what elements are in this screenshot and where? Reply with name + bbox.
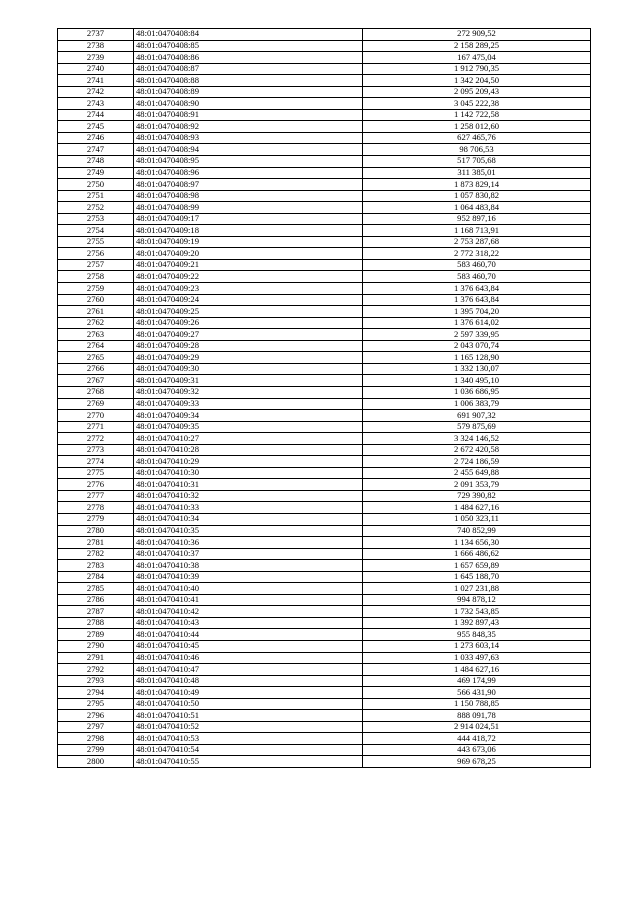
row-number-cell: 2747 bbox=[58, 144, 134, 156]
row-number-cell: 2760 bbox=[58, 294, 134, 306]
cadastral-number-cell: 48:01:0470409:24 bbox=[134, 294, 363, 306]
cadastral-number-cell: 48:01:0470408:97 bbox=[134, 179, 363, 191]
cadastral-number-cell: 48:01:0470409:22 bbox=[134, 271, 363, 283]
table-row bbox=[58, 236, 591, 248]
cadastral-number-cell: 48:01:0470409:18 bbox=[134, 225, 363, 237]
table-row bbox=[58, 560, 591, 572]
row-number-cell: 2789 bbox=[58, 629, 134, 641]
cadastral-value-cell: 2 455 649,88 bbox=[363, 467, 591, 479]
cadastral-value-cell: 952 897,16 bbox=[363, 213, 591, 225]
row-number-cell: 2767 bbox=[58, 375, 134, 387]
row-number-cell: 2781 bbox=[58, 537, 134, 549]
cadastral-value-cell: 969 678,25 bbox=[363, 756, 591, 768]
table-row bbox=[58, 467, 591, 479]
table-row bbox=[58, 490, 591, 502]
cadastral-number-cell: 48:01:0470410:27 bbox=[134, 433, 363, 445]
row-number-cell: 2788 bbox=[58, 617, 134, 629]
table-row bbox=[58, 202, 591, 214]
row-number-cell: 2795 bbox=[58, 698, 134, 710]
table-body bbox=[58, 29, 591, 768]
cadastral-value-cell: 1 273 603,14 bbox=[363, 640, 591, 652]
table-row bbox=[58, 75, 591, 87]
table-row bbox=[58, 629, 591, 641]
table-row bbox=[58, 98, 591, 110]
cadastral-number-cell: 48:01:0470410:31 bbox=[134, 479, 363, 491]
cadastral-number-cell: 48:01:0470409:29 bbox=[134, 352, 363, 364]
cadastral-number-cell: 48:01:0470410:53 bbox=[134, 733, 363, 745]
row-number-cell: 2755 bbox=[58, 236, 134, 248]
table-row bbox=[58, 525, 591, 537]
cadastral-value-cell: 1 873 829,14 bbox=[363, 179, 591, 191]
cadastral-value-cell: 1 392 897,43 bbox=[363, 617, 591, 629]
cadastral-number-cell: 48:01:0470409:28 bbox=[134, 340, 363, 352]
table-row bbox=[58, 363, 591, 375]
cadastral-value-cell: 691 907,32 bbox=[363, 410, 591, 422]
table-row bbox=[58, 306, 591, 318]
cadastral-number-cell: 48:01:0470409:32 bbox=[134, 386, 363, 398]
cadastral-value-cell: 469 174,99 bbox=[363, 675, 591, 687]
row-number-cell: 2771 bbox=[58, 421, 134, 433]
cadastral-value-cell: 2 091 353,79 bbox=[363, 479, 591, 491]
cadastral-number-cell: 48:01:0470408:94 bbox=[134, 144, 363, 156]
row-number-cell: 2778 bbox=[58, 502, 134, 514]
cadastral-value-cell: 311 385,01 bbox=[363, 167, 591, 179]
cadastral-value-cell: 740 852,99 bbox=[363, 525, 591, 537]
row-number-cell: 2797 bbox=[58, 721, 134, 733]
row-number-cell: 2784 bbox=[58, 571, 134, 583]
table-row bbox=[58, 421, 591, 433]
row-number-cell: 2754 bbox=[58, 225, 134, 237]
row-number-cell: 2787 bbox=[58, 606, 134, 618]
row-number-cell: 2744 bbox=[58, 109, 134, 121]
row-number-cell: 2775 bbox=[58, 467, 134, 479]
cadastral-number-cell: 48:01:0470409:17 bbox=[134, 213, 363, 225]
cadastral-number-cell: 48:01:0470410:47 bbox=[134, 664, 363, 676]
cadastral-number-cell: 48:01:0470409:33 bbox=[134, 398, 363, 410]
row-number-cell: 2786 bbox=[58, 594, 134, 606]
table-row bbox=[58, 248, 591, 260]
cadastral-value-cell: 167 475,04 bbox=[363, 52, 591, 64]
cadastral-value-cell: 579 875,69 bbox=[363, 421, 591, 433]
cadastral-value-cell: 2 095 209,43 bbox=[363, 86, 591, 98]
table-row bbox=[58, 398, 591, 410]
row-number-cell: 2793 bbox=[58, 675, 134, 687]
table-row bbox=[58, 456, 591, 468]
cadastral-number-cell: 48:01:0470409:21 bbox=[134, 259, 363, 271]
table-row bbox=[58, 513, 591, 525]
cadastral-value-cell: 1 657 659,89 bbox=[363, 560, 591, 572]
table-row bbox=[58, 190, 591, 202]
row-number-cell: 2791 bbox=[58, 652, 134, 664]
cadastral-value-cell: 2 772 318,22 bbox=[363, 248, 591, 260]
cadastral-number-cell: 48:01:0470410:46 bbox=[134, 652, 363, 664]
cadastral-value-cell: 1 150 788,85 bbox=[363, 698, 591, 710]
table-row bbox=[58, 225, 591, 237]
table-row bbox=[58, 156, 591, 168]
table-row bbox=[58, 179, 591, 191]
table-row bbox=[58, 698, 591, 710]
row-number-cell: 2752 bbox=[58, 202, 134, 214]
cadastral-number-cell: 48:01:0470410:48 bbox=[134, 675, 363, 687]
row-number-cell: 2790 bbox=[58, 640, 134, 652]
cadastral-number-cell: 48:01:0470410:52 bbox=[134, 721, 363, 733]
table-row bbox=[58, 63, 591, 75]
cadastral-number-cell: 48:01:0470409:26 bbox=[134, 317, 363, 329]
cadastral-value-cell: 1 258 012,60 bbox=[363, 121, 591, 133]
row-number-cell: 2768 bbox=[58, 386, 134, 398]
cadastral-number-cell: 48:01:0470408:87 bbox=[134, 63, 363, 75]
row-number-cell: 2742 bbox=[58, 86, 134, 98]
row-number-cell: 2764 bbox=[58, 340, 134, 352]
table-row bbox=[58, 213, 591, 225]
row-number-cell: 2737 bbox=[58, 29, 134, 41]
row-number-cell: 2753 bbox=[58, 213, 134, 225]
row-number-cell: 2738 bbox=[58, 40, 134, 52]
row-number-cell: 2792 bbox=[58, 664, 134, 676]
cadastral-value-cell: 1 027 231,88 bbox=[363, 583, 591, 595]
table-row bbox=[58, 537, 591, 549]
row-number-cell: 2796 bbox=[58, 710, 134, 722]
cadastral-number-cell: 48:01:0470408:91 bbox=[134, 109, 363, 121]
cadastral-number-cell: 48:01:0470410:35 bbox=[134, 525, 363, 537]
table-row bbox=[58, 594, 591, 606]
row-number-cell: 2777 bbox=[58, 490, 134, 502]
row-number-cell: 2785 bbox=[58, 583, 134, 595]
table-row bbox=[58, 710, 591, 722]
cadastral-value-cell: 1 376 643,84 bbox=[363, 294, 591, 306]
cadastral-number-cell: 48:01:0470410:28 bbox=[134, 444, 363, 456]
table-row bbox=[58, 144, 591, 156]
row-number-cell: 2769 bbox=[58, 398, 134, 410]
cadastral-number-cell: 48:01:0470410:45 bbox=[134, 640, 363, 652]
cadastral-number-cell: 48:01:0470408:88 bbox=[134, 75, 363, 87]
row-number-cell: 2762 bbox=[58, 317, 134, 329]
cadastral-number-cell: 48:01:0470408:89 bbox=[134, 86, 363, 98]
cadastral-number-cell: 48:01:0470410:43 bbox=[134, 617, 363, 629]
cadastral-value-cell: 2 724 186,59 bbox=[363, 456, 591, 468]
cadastral-value-cell: 2 597 339,95 bbox=[363, 329, 591, 341]
cadastral-value-cell: 1 395 704,20 bbox=[363, 306, 591, 318]
cadastral-number-cell: 48:01:0470410:36 bbox=[134, 537, 363, 549]
cadastral-number-cell: 48:01:0470410:39 bbox=[134, 571, 363, 583]
table-row bbox=[58, 132, 591, 144]
table-row bbox=[58, 617, 591, 629]
cadastral-value-cell: 1 484 627,16 bbox=[363, 664, 591, 676]
cadastral-number-cell: 48:01:0470408:90 bbox=[134, 98, 363, 110]
cadastral-value-cell: 583 460,70 bbox=[363, 271, 591, 283]
row-number-cell: 2761 bbox=[58, 306, 134, 318]
cadastral-value-cell: 2 043 070,74 bbox=[363, 340, 591, 352]
table-row bbox=[58, 375, 591, 387]
cadastral-value-cell: 2 672 420,58 bbox=[363, 444, 591, 456]
table-row bbox=[58, 640, 591, 652]
cadastral-value-cell: 1 006 383,79 bbox=[363, 398, 591, 410]
cadastral-value-table bbox=[57, 28, 591, 768]
cadastral-value-cell: 888 091,78 bbox=[363, 710, 591, 722]
table-row bbox=[58, 733, 591, 745]
table-row bbox=[58, 410, 591, 422]
cadastral-number-cell: 48:01:0470409:34 bbox=[134, 410, 363, 422]
table-row bbox=[58, 40, 591, 52]
cadastral-number-cell: 48:01:0470410:38 bbox=[134, 560, 363, 572]
row-number-cell: 2779 bbox=[58, 513, 134, 525]
cadastral-number-cell: 48:01:0470408:92 bbox=[134, 121, 363, 133]
table-row bbox=[58, 502, 591, 514]
row-number-cell: 2798 bbox=[58, 733, 134, 745]
cadastral-value-cell: 1 912 790,35 bbox=[363, 63, 591, 75]
row-number-cell: 2750 bbox=[58, 179, 134, 191]
cadastral-value-cell: 3 045 222,38 bbox=[363, 98, 591, 110]
cadastral-number-cell: 48:01:0470409:23 bbox=[134, 283, 363, 295]
cadastral-number-cell: 48:01:0470408:96 bbox=[134, 167, 363, 179]
table-row bbox=[58, 744, 591, 756]
cadastral-value-cell: 1 165 128,90 bbox=[363, 352, 591, 364]
table-row bbox=[58, 479, 591, 491]
row-number-cell: 2740 bbox=[58, 63, 134, 75]
cadastral-number-cell: 48:01:0470410:30 bbox=[134, 467, 363, 479]
table-row bbox=[58, 433, 591, 445]
row-number-cell: 2756 bbox=[58, 248, 134, 260]
cadastral-number-cell: 48:01:0470409:20 bbox=[134, 248, 363, 260]
cadastral-number-cell: 48:01:0470409:25 bbox=[134, 306, 363, 318]
cadastral-value-cell: 1 376 614,02 bbox=[363, 317, 591, 329]
table-row bbox=[58, 109, 591, 121]
cadastral-number-cell: 48:01:0470410:49 bbox=[134, 687, 363, 699]
cadastral-value-cell: 583 460,70 bbox=[363, 259, 591, 271]
cadastral-value-cell: 443 673,06 bbox=[363, 744, 591, 756]
table-row bbox=[58, 317, 591, 329]
cadastral-value-cell: 98 706,53 bbox=[363, 144, 591, 156]
cadastral-number-cell: 48:01:0470409:31 bbox=[134, 375, 363, 387]
cadastral-number-cell: 48:01:0470410:42 bbox=[134, 606, 363, 618]
cadastral-number-cell: 48:01:0470410:33 bbox=[134, 502, 363, 514]
cadastral-number-cell: 48:01:0470408:99 bbox=[134, 202, 363, 214]
table-row bbox=[58, 664, 591, 676]
table-row bbox=[58, 259, 591, 271]
cadastral-number-cell: 48:01:0470410:41 bbox=[134, 594, 363, 606]
table-row bbox=[58, 52, 591, 64]
cadastral-number-cell: 48:01:0470409:19 bbox=[134, 236, 363, 248]
table-row bbox=[58, 444, 591, 456]
cadastral-value-cell: 729 390,82 bbox=[363, 490, 591, 502]
cadastral-number-cell: 48:01:0470410:55 bbox=[134, 756, 363, 768]
row-number-cell: 2773 bbox=[58, 444, 134, 456]
cadastral-value-cell: 1 142 722,58 bbox=[363, 109, 591, 121]
cadastral-value-cell: 1 168 713,91 bbox=[363, 225, 591, 237]
row-number-cell: 2758 bbox=[58, 271, 134, 283]
cadastral-value-cell: 1 057 830,82 bbox=[363, 190, 591, 202]
table-row bbox=[58, 687, 591, 699]
cadastral-number-cell: 48:01:0470409:27 bbox=[134, 329, 363, 341]
table-row bbox=[58, 606, 591, 618]
row-number-cell: 2772 bbox=[58, 433, 134, 445]
table-row bbox=[58, 86, 591, 98]
cadastral-value-cell: 1 342 204,50 bbox=[363, 75, 591, 87]
cadastral-value-cell: 1 036 686,95 bbox=[363, 386, 591, 398]
row-number-cell: 2774 bbox=[58, 456, 134, 468]
cadastral-value-cell: 1 376 643,84 bbox=[363, 283, 591, 295]
table-row bbox=[58, 675, 591, 687]
row-number-cell: 2766 bbox=[58, 363, 134, 375]
cadastral-number-cell: 48:01:0470410:34 bbox=[134, 513, 363, 525]
cadastral-value-cell: 1 033 497,63 bbox=[363, 652, 591, 664]
row-number-cell: 2799 bbox=[58, 744, 134, 756]
row-number-cell: 2765 bbox=[58, 352, 134, 364]
row-number-cell: 2746 bbox=[58, 132, 134, 144]
table-row bbox=[58, 386, 591, 398]
cadastral-value-cell: 566 431,90 bbox=[363, 687, 591, 699]
cadastral-number-cell: 48:01:0470410:54 bbox=[134, 744, 363, 756]
table-row bbox=[58, 294, 591, 306]
cadastral-value-cell: 1 340 495,10 bbox=[363, 375, 591, 387]
row-number-cell: 2800 bbox=[58, 756, 134, 768]
cadastral-value-cell: 444 418,72 bbox=[363, 733, 591, 745]
cadastral-number-cell: 48:01:0470409:30 bbox=[134, 363, 363, 375]
cadastral-value-cell: 2 158 289,25 bbox=[363, 40, 591, 52]
cadastral-value-cell: 1 732 543,85 bbox=[363, 606, 591, 618]
table-row bbox=[58, 167, 591, 179]
table-row bbox=[58, 756, 591, 768]
table-row bbox=[58, 340, 591, 352]
cadastral-number-cell: 48:01:0470408:98 bbox=[134, 190, 363, 202]
row-number-cell: 2751 bbox=[58, 190, 134, 202]
cadastral-number-cell: 48:01:0470410:37 bbox=[134, 548, 363, 560]
row-number-cell: 2763 bbox=[58, 329, 134, 341]
cadastral-value-cell: 1 064 483,84 bbox=[363, 202, 591, 214]
table-row bbox=[58, 283, 591, 295]
cadastral-value-cell: 3 324 146,52 bbox=[363, 433, 591, 445]
row-number-cell: 2743 bbox=[58, 98, 134, 110]
cadastral-number-cell: 48:01:0470408:85 bbox=[134, 40, 363, 52]
table-row bbox=[58, 352, 591, 364]
row-number-cell: 2770 bbox=[58, 410, 134, 422]
table-row bbox=[58, 121, 591, 133]
row-number-cell: 2748 bbox=[58, 156, 134, 168]
cadastral-value-cell: 1 645 188,70 bbox=[363, 571, 591, 583]
cadastral-value-cell: 517 705,68 bbox=[363, 156, 591, 168]
cadastral-number-cell: 48:01:0470408:86 bbox=[134, 52, 363, 64]
cadastral-number-cell: 48:01:0470408:93 bbox=[134, 132, 363, 144]
cadastral-number-cell: 48:01:0470410:40 bbox=[134, 583, 363, 595]
cadastral-number-cell: 48:01:0470409:35 bbox=[134, 421, 363, 433]
row-number-cell: 2757 bbox=[58, 259, 134, 271]
cadastral-number-cell: 48:01:0470410:44 bbox=[134, 629, 363, 641]
table-row bbox=[58, 548, 591, 560]
cadastral-value-cell: 994 878,12 bbox=[363, 594, 591, 606]
cadastral-number-cell: 48:01:0470410:32 bbox=[134, 490, 363, 502]
row-number-cell: 2783 bbox=[58, 560, 134, 572]
table-row bbox=[58, 571, 591, 583]
row-number-cell: 2749 bbox=[58, 167, 134, 179]
row-number-cell: 2776 bbox=[58, 479, 134, 491]
cadastral-value-cell: 955 848,35 bbox=[363, 629, 591, 641]
row-number-cell: 2782 bbox=[58, 548, 134, 560]
table-row bbox=[58, 271, 591, 283]
cadastral-value-cell: 1 484 627,16 bbox=[363, 502, 591, 514]
cadastral-value-cell: 627 465,76 bbox=[363, 132, 591, 144]
cadastral-number-cell: 48:01:0470408:84 bbox=[134, 29, 363, 41]
cadastral-number-cell: 48:01:0470410:51 bbox=[134, 710, 363, 722]
table-row bbox=[58, 29, 591, 41]
table-row bbox=[58, 652, 591, 664]
row-number-cell: 2739 bbox=[58, 52, 134, 64]
table-row bbox=[58, 329, 591, 341]
table-row bbox=[58, 721, 591, 733]
row-number-cell: 2794 bbox=[58, 687, 134, 699]
table-row bbox=[58, 583, 591, 595]
row-number-cell: 2759 bbox=[58, 283, 134, 295]
row-number-cell: 2780 bbox=[58, 525, 134, 537]
row-number-cell: 2745 bbox=[58, 121, 134, 133]
cadastral-value-cell: 272 909,52 bbox=[363, 29, 591, 41]
cadastral-value-cell: 1 050 323,11 bbox=[363, 513, 591, 525]
cadastral-number-cell: 48:01:0470408:95 bbox=[134, 156, 363, 168]
cadastral-value-cell: 1 666 486,62 bbox=[363, 548, 591, 560]
cadastral-value-cell: 1 134 656,30 bbox=[363, 537, 591, 549]
cadastral-value-cell: 2 914 024,51 bbox=[363, 721, 591, 733]
cadastral-value-cell: 1 332 130,07 bbox=[363, 363, 591, 375]
row-number-cell: 2741 bbox=[58, 75, 134, 87]
cadastral-number-cell: 48:01:0470410:29 bbox=[134, 456, 363, 468]
cadastral-number-cell: 48:01:0470410:50 bbox=[134, 698, 363, 710]
cadastral-value-cell: 2 753 287,68 bbox=[363, 236, 591, 248]
